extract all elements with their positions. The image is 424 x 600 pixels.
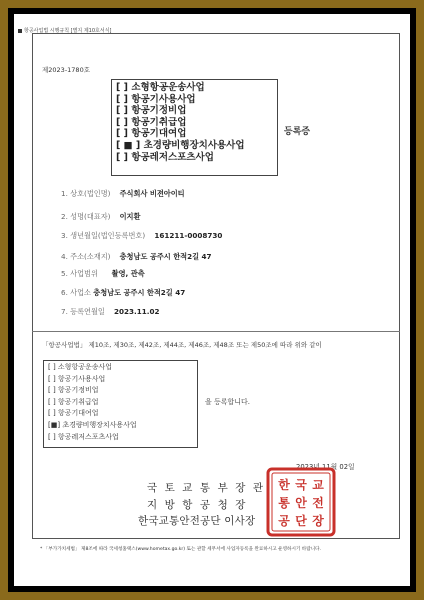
business-type-label: 항공기취급업 <box>131 116 187 128</box>
small-business-type-item <box>48 397 137 409</box>
issue-date: 2023년 11월 02일 <box>296 463 355 471</box>
footnote-text: * 「부가가치세법」 제8조에 따라 국세청홈택스(www.hometax.go.kr) 또는 관할 세무서에 사업자등록을 완료하시고 운영하시기 바랍니다. <box>40 547 321 552</box>
checkbox-mark: [ ] <box>116 82 128 93</box>
small-business-type-item <box>48 408 137 420</box>
field-business-scope <box>61 269 145 279</box>
business-type-list <box>116 82 245 163</box>
square-bullet-icon <box>18 29 22 33</box>
field-label: 6. 사업소 <box>61 288 91 297</box>
checkbox-mark: [ ] <box>48 397 56 406</box>
checkbox-mark: [■] <box>48 420 61 429</box>
small-business-type-item <box>48 362 137 374</box>
field-value: 주식회사 비젼아이티 <box>119 189 185 198</box>
business-type-label: 항공레저스포츠사업 <box>57 432 119 441</box>
svg-text:국: 국 <box>295 478 307 492</box>
business-type-item <box>116 128 245 140</box>
business-type-label: 항공기사용사업 <box>131 93 196 105</box>
form-reference-text: 항공사업법 시행규칙 [별지 제10호서식] <box>24 28 112 34</box>
field-registration-date <box>61 307 159 317</box>
svg-text:전: 전 <box>312 496 324 510</box>
issuer-line-ministry: 국토교통부장관 <box>147 482 271 494</box>
field-value: 촬영, 관측 <box>111 269 145 278</box>
business-type-item <box>116 94 245 106</box>
official-seal-icon <box>266 467 336 537</box>
svg-text:교: 교 <box>312 478 324 492</box>
business-type-label: 항공기대여업 <box>131 128 187 140</box>
section-divider <box>32 331 400 332</box>
field-label: 5. 사업범위 <box>61 269 98 278</box>
registration-word: 등록증 <box>284 127 311 137</box>
certificate-number: 제2023-1780호 <box>42 66 90 74</box>
field-label: 3. 생년월일(법인등록번호) <box>61 231 146 240</box>
field-label: 4. 주소(소재지) <box>61 252 111 261</box>
checkbox-mark: [ ] <box>48 386 56 395</box>
issuer-line-kotsa: 한국교통안전공단 이사장 <box>138 515 256 527</box>
svg-text:장: 장 <box>312 514 324 528</box>
field-business-office <box>61 288 185 298</box>
checkbox-mark: [ ] <box>48 409 56 418</box>
business-type-label: 항공기취급업 <box>57 397 99 406</box>
svg-text:안: 안 <box>295 496 307 510</box>
field-value: 이지환 <box>119 212 141 221</box>
business-type-label: 항공레저스포츠사업 <box>131 151 214 163</box>
checkbox-mark: [ ] <box>116 128 128 140</box>
registered-text: 을 등록합니다. <box>205 398 251 406</box>
business-type-item <box>116 152 245 164</box>
business-type-label: 항공기사용사업 <box>57 374 106 383</box>
checkbox-mark: [ ] <box>48 363 56 371</box>
business-type-item <box>116 105 245 117</box>
checkbox-mark: [ ] <box>116 105 128 117</box>
checkbox-mark: [ ] <box>116 93 128 105</box>
small-business-type-item <box>48 420 137 432</box>
field-value: 2023.11.02 <box>114 307 160 316</box>
field-label: 7. 등록연월일 <box>61 307 105 316</box>
checkbox-mark: [ ] <box>48 432 56 441</box>
field-registration-number <box>61 231 222 241</box>
svg-text:단: 단 <box>295 514 307 528</box>
business-type-label: 초경량비행장치사용사업 <box>143 139 245 151</box>
field-address <box>61 252 212 262</box>
field-label: 1. 상호(법인명) <box>61 189 111 198</box>
checkbox-mark: [ ] <box>116 151 128 163</box>
field-label: 2. 성명(대표자) <box>61 212 111 221</box>
checkbox-mark: [ ] <box>48 374 56 383</box>
business-type-item <box>116 117 245 129</box>
field-company-name <box>61 189 185 199</box>
small-business-type-item <box>48 374 137 386</box>
business-type-label: 소형항공운송사업 <box>57 363 113 371</box>
svg-text:공: 공 <box>278 514 290 528</box>
svg-text:통: 통 <box>278 496 290 510</box>
field-value: 충청남도 공주시 한적2길 47 <box>93 288 186 297</box>
business-type-label: 항공기정비업 <box>131 105 187 117</box>
field-value: 161211-0008730 <box>154 231 223 240</box>
business-type-item <box>116 82 245 94</box>
business-type-label: 소형항공운송사업 <box>131 82 205 93</box>
business-type-label: 항공기정비업 <box>57 386 99 395</box>
business-type-label: 항공기대여업 <box>57 409 99 418</box>
legal-basis-text: 「항공사업법」 제10조, 제30조, 제42조, 제44조, 제46조, 제48조 또는 제50조에 따라 위와 같이 <box>42 341 322 349</box>
field-value: 충청남도 공주시 한적2길 47 <box>119 252 212 261</box>
business-type-label: 초경량비행장치사용사업 <box>62 420 137 429</box>
issuer-line-regional-office: 지방항공청장 <box>147 499 253 511</box>
small-business-type-item <box>48 385 137 397</box>
small-business-type-list <box>48 362 137 443</box>
business-type-item <box>116 140 245 152</box>
checkbox-mark: [ ] <box>116 116 128 128</box>
svg-text:한: 한 <box>278 478 290 492</box>
field-representative <box>61 212 140 222</box>
small-business-type-item <box>48 432 137 444</box>
checkbox-mark: [ ■ ] <box>116 139 141 151</box>
